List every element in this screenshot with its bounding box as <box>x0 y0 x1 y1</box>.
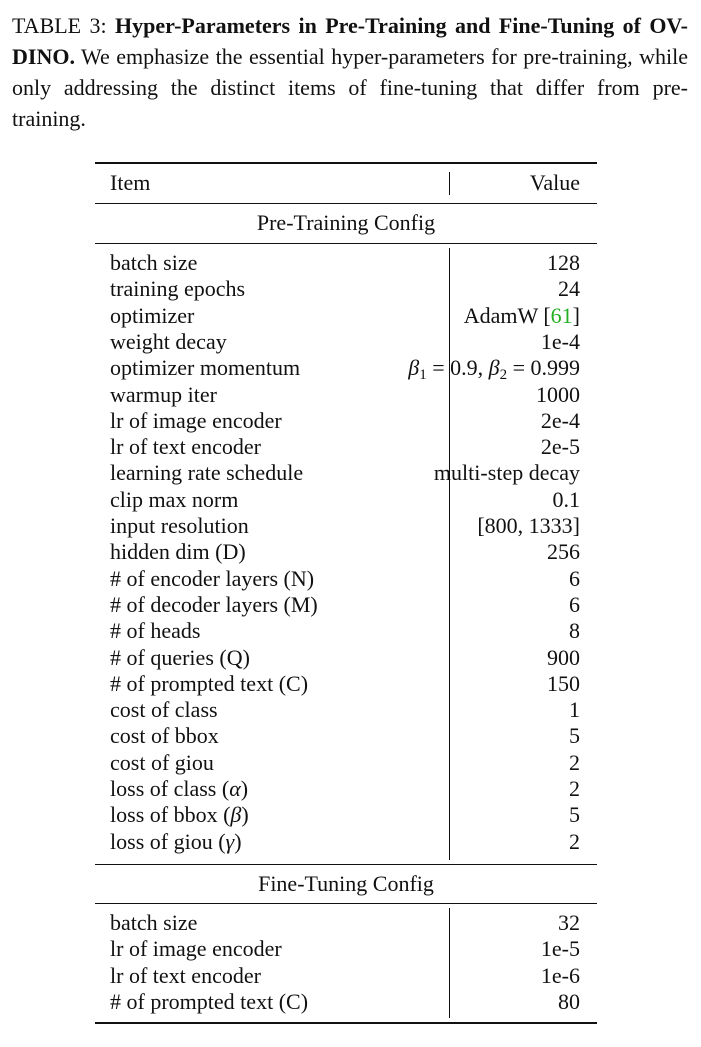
row-item: lr of text encoder <box>110 962 261 988</box>
row-item: # of prompted text (C) <box>110 670 309 696</box>
row-item: cost of bbox <box>110 723 219 749</box>
row-value: 2 <box>569 776 580 801</box>
table-row <box>95 802 597 828</box>
row-value: 80 <box>558 988 580 1014</box>
row-value: 6 <box>569 565 580 591</box>
row-item: # of encoder layers (N) <box>110 565 315 591</box>
row-item: # of queries (Q) <box>110 644 250 670</box>
caption-text: We emphasize the essential hyper-parameters for pre-training, while only addressing the distinct items of fine-tuning that differ from pre-training. <box>12 44 689 131</box>
row-value: 2e-4 <box>540 407 580 433</box>
row-value: $\beta_1 = 0.9$, $\beta_2 = 0.999$ <box>408 355 580 384</box>
row-value: multi-step decay <box>433 460 580 486</box>
row-item: lr of image encoder <box>110 407 282 433</box>
row-item: lr of image encoder <box>110 936 282 962</box>
citation-link[interactable]: 61 <box>550 302 573 328</box>
pretrain-rule <box>95 243 597 244</box>
row-item: lr of text encoder <box>110 434 261 460</box>
caption-label: TABLE 3: <box>12 13 107 38</box>
row-value: AdamW [61] <box>463 302 580 328</box>
table-row <box>95 671 597 697</box>
table-row <box>95 697 597 723</box>
row-item: loss of giou (γ) <box>110 828 242 854</box>
row-item: weight decay <box>110 328 227 354</box>
row-item: training epochs <box>110 276 246 302</box>
table-row <box>95 723 597 749</box>
row-value: 5 <box>569 802 580 828</box>
hyperparameter-table <box>95 162 597 1027</box>
table-caption <box>12 10 688 134</box>
row-value: 900 <box>547 644 580 670</box>
pretrain-section-title: Pre-Training Config <box>256 210 436 235</box>
row-value: [800, 1333] <box>477 513 580 538</box>
row-item: learning rate schedule <box>110 460 304 486</box>
row-value: 256 <box>547 539 580 565</box>
table-row <box>95 382 597 408</box>
finetune-section-title: Fine-Tuning Config <box>258 871 434 896</box>
table-row <box>95 645 597 671</box>
row-value: 2e-5 <box>540 434 580 460</box>
finetune-rule <box>95 903 597 904</box>
table-row <box>95 355 597 384</box>
row-item: # of decoder layers (M) <box>110 591 318 617</box>
header-value: Value <box>529 170 580 195</box>
row-value: 32 <box>558 910 580 935</box>
table-row <box>95 750 597 776</box>
table-row <box>95 566 597 592</box>
row-item: clip max norm <box>110 486 239 512</box>
table-row <box>95 487 597 513</box>
table-row <box>95 513 597 539</box>
row-item: cost of class <box>110 697 218 723</box>
row-item: optimizer <box>110 302 195 328</box>
row-item: optimizer momentum <box>110 355 301 381</box>
row-item: # of prompted text (C) <box>110 988 309 1014</box>
row-item: batch size <box>110 910 198 935</box>
row-value: 128 <box>547 250 580 275</box>
table-row <box>95 329 597 355</box>
row-item: batch size <box>110 250 198 275</box>
table-row <box>95 963 597 989</box>
row-item: loss of bbox (β) <box>110 802 249 828</box>
table-row <box>95 989 597 1015</box>
bottom-rule <box>95 1022 597 1024</box>
table-row <box>95 276 597 302</box>
table-row <box>95 408 597 434</box>
row-value: 1e-4 <box>540 328 580 354</box>
table-row <box>95 303 597 329</box>
table-row <box>95 618 597 644</box>
table-row <box>95 829 597 855</box>
row-value: 2 <box>569 749 580 775</box>
header-item: Item <box>110 170 151 195</box>
table-row <box>95 539 597 565</box>
row-item: cost of giou <box>110 749 214 775</box>
table-row <box>95 460 597 486</box>
table-row <box>95 592 597 618</box>
finetune-title-rule <box>95 864 597 865</box>
table-row <box>95 434 597 460</box>
table-row <box>95 936 597 962</box>
row-item: hidden dim (D) <box>110 539 246 565</box>
row-item: # of heads <box>110 618 201 644</box>
row-value: 150 <box>547 670 580 696</box>
row-item: loss of class (α) <box>110 776 249 801</box>
header-row <box>95 170 597 196</box>
table-row <box>95 776 597 802</box>
row-value: 1e-5 <box>540 936 580 962</box>
row-value: 2 <box>569 828 580 854</box>
caption-title: Hyper-Parameters in Pre-Training and Fine-Tuning of OV-DINO. <box>12 13 689 69</box>
table-row <box>95 910 597 936</box>
row-value: 6 <box>569 591 580 617</box>
row-value: 5 <box>569 723 580 749</box>
row-value: 1 <box>569 697 580 723</box>
row-value: 8 <box>569 618 580 644</box>
row-item: input resolution <box>110 513 249 538</box>
row-value: 1000 <box>536 381 580 407</box>
header-rule <box>95 203 597 204</box>
row-value: 0.1 <box>552 486 580 512</box>
row-value: 24 <box>558 276 580 302</box>
row-value: 1e-6 <box>540 962 580 988</box>
top-rule <box>95 162 597 164</box>
row-item: warmup iter <box>110 381 217 407</box>
table-row <box>95 250 597 276</box>
